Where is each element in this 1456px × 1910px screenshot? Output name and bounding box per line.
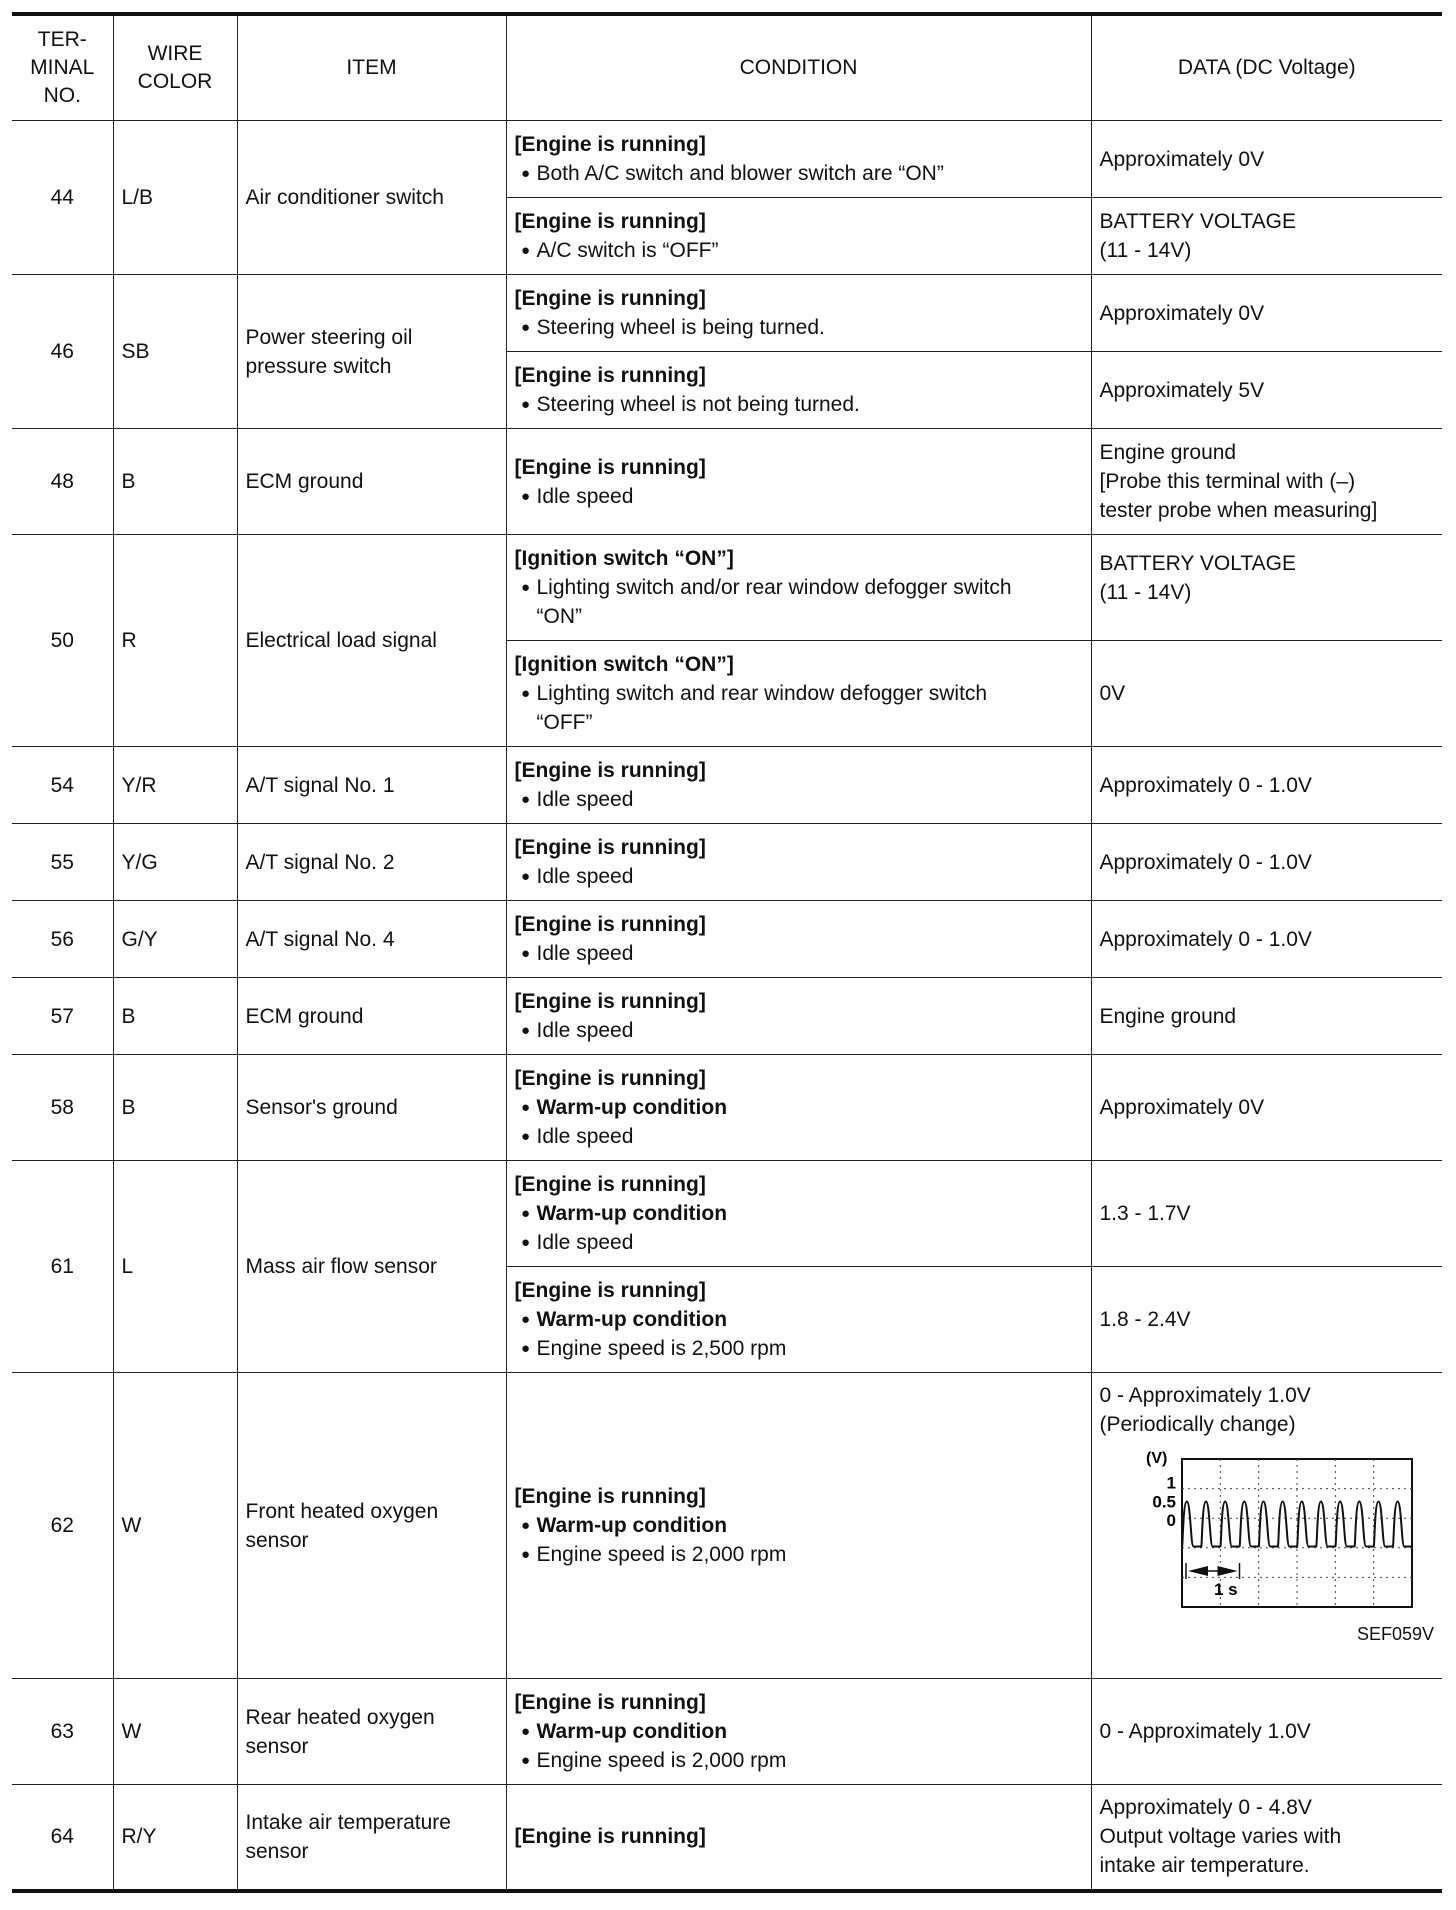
wire-color: L: [113, 1161, 237, 1373]
table-row: [12, 429, 1442, 535]
condition-cell: [506, 978, 1091, 1055]
bullet-icon: ●: [520, 1546, 531, 1563]
data-value: 1.3 - 1.7V: [1091, 1161, 1442, 1267]
condition-bullet: ● Lighting switch and rear window defogger switch “OFF”: [515, 679, 1083, 737]
item-name: Sensor's ground: [237, 1055, 506, 1161]
item-name: Power steering oil pressure switch: [237, 275, 506, 429]
terminal-number: 58: [12, 1055, 113, 1161]
condition-bullet: ● Engine speed is 2,000 rpm: [515, 1746, 1083, 1775]
wire-color: B: [113, 978, 237, 1055]
condition-bullet: ● Idle speed: [515, 862, 1083, 891]
data-value: BATTERY VOLTAGE (11 - 14V): [1091, 535, 1442, 641]
condition-cell: [506, 1161, 1091, 1267]
wire-color: B: [113, 1055, 237, 1161]
waveform-chart: [1124, 1443, 1424, 1619]
terminal-number: 63: [12, 1679, 113, 1785]
bullet-icon: ●: [520, 165, 531, 182]
condition-bullet: ● Steering wheel is not being turned.: [515, 390, 1083, 419]
bullet-icon: ●: [520, 1128, 531, 1145]
bullet-icon: ●: [520, 487, 531, 505]
data-value: Approximately 0V: [1091, 275, 1442, 352]
terminal-data-table: [12, 12, 1442, 1893]
condition-bullet: ● Engine speed is 2,500 rpm: [515, 1334, 1083, 1363]
bullet-icon: ●: [520, 1205, 531, 1222]
figure-code: SEF059V: [1356, 1624, 1434, 1644]
header-item: ITEM: [237, 14, 506, 121]
condition-bullet: ● Steering wheel is being turned.: [515, 313, 1083, 342]
oscilloscope-graph: [1100, 1443, 1435, 1649]
condition-cell: [506, 1267, 1091, 1373]
table-row: [12, 1161, 1442, 1267]
condition-bullet: ● Warm-up condition: [515, 1511, 1083, 1540]
table-row: [12, 1055, 1442, 1161]
header-terminal-no: TER- MINAL NO.: [12, 14, 113, 121]
wire-color: G/Y: [113, 901, 237, 978]
table-row: [12, 1679, 1442, 1785]
bullet-icon: ●: [520, 319, 531, 336]
condition-bullet: ● Warm-up condition: [515, 1093, 1083, 1122]
condition-bullet: ● Idle speed: [515, 939, 1083, 968]
terminal-number: 61: [12, 1161, 113, 1373]
condition-cell: [506, 901, 1091, 978]
data-value: 0V: [1091, 641, 1442, 747]
table-row: [12, 121, 1442, 198]
bullet-icon: ●: [520, 396, 531, 413]
wire-color: R: [113, 535, 237, 747]
header-condition: CONDITION: [506, 14, 1091, 121]
bullet-icon: ●: [520, 1752, 531, 1769]
bullet-icon: ●: [520, 1099, 531, 1116]
table-row: [12, 901, 1442, 978]
condition-bullet: ● Idle speed: [515, 482, 1083, 511]
data-value: BATTERY VOLTAGE (11 - 14V): [1091, 198, 1442, 275]
period-arrow-left: [1188, 1566, 1208, 1576]
data-value: Approximately 5V: [1091, 352, 1442, 429]
wire-color: Y/G: [113, 824, 237, 901]
condition-heading: [Engine is running]: [514, 1173, 706, 1196]
condition-heading: [Engine is running]: [514, 990, 706, 1013]
terminal-number: 44: [12, 121, 113, 275]
condition-heading: [Engine is running]: [514, 364, 706, 387]
bullet-icon: ●: [520, 1311, 531, 1328]
condition-cell: [506, 1373, 1091, 1679]
data-value: Engine ground: [1091, 978, 1442, 1055]
terminal-number: 62: [12, 1373, 113, 1679]
item-name: Front heated oxygen sensor: [237, 1373, 506, 1679]
item-name: A/T signal No. 1: [237, 747, 506, 824]
item-name: Air conditioner switch: [237, 121, 506, 275]
condition-heading: [Engine is running]: [514, 210, 706, 233]
condition-cell: [506, 1785, 1091, 1891]
condition-heading: [Ignition switch “ON”]: [514, 547, 734, 570]
data-value: Approximately 0 - 1.0V: [1091, 747, 1442, 824]
table-row: [12, 824, 1442, 901]
table-row: [12, 535, 1442, 641]
item-name: A/T signal No. 4: [237, 901, 506, 978]
condition-heading: [Engine is running]: [514, 133, 706, 156]
condition-bullet: ● Warm-up condition: [515, 1305, 1083, 1334]
condition-bullet: ● Lighting switch and/or rear window defogger switch “ON”: [515, 573, 1083, 631]
bullet-icon: ●: [520, 791, 531, 808]
wire-color: SB: [113, 275, 237, 429]
condition-bullet: ● A/C switch is “OFF”: [515, 236, 1083, 265]
wire-color: Y/R: [113, 747, 237, 824]
bullet-icon: ●: [520, 242, 531, 259]
condition-cell: [506, 429, 1091, 535]
condition-cell: [506, 641, 1091, 747]
item-name: Rear heated oxygen sensor: [237, 1679, 506, 1785]
condition-cell: [506, 1055, 1091, 1161]
period-arrow-right: [1217, 1566, 1237, 1576]
item-name: ECM ground: [237, 978, 506, 1055]
condition-heading: [Engine is running]: [514, 759, 706, 782]
condition-bullet: ● Warm-up condition: [515, 1717, 1083, 1746]
condition-cell: [506, 1679, 1091, 1785]
header-wire-color: WIRE COLOR: [113, 14, 237, 121]
condition-heading: [Engine is running]: [514, 836, 706, 859]
wire-color: B: [113, 429, 237, 535]
table-row: [12, 747, 1442, 824]
bullet-icon: ●: [520, 945, 531, 962]
data-value: Approximately 0 - 1.0V: [1091, 901, 1442, 978]
condition-bullet: ● Engine speed is 2,000 rpm: [515, 1540, 1083, 1569]
bullet-icon: ●: [520, 868, 531, 885]
table-row: [12, 1785, 1442, 1891]
data-value: Approximately 0 - 1.0V: [1091, 824, 1442, 901]
period-label: 1 s: [1213, 1580, 1238, 1599]
condition-cell: [506, 121, 1091, 198]
condition-bullet: ● Warm-up condition: [515, 1199, 1083, 1228]
y-tick-label: 0.5: [1151, 1492, 1176, 1512]
item-name: ECM ground: [237, 429, 506, 535]
terminal-number: 46: [12, 275, 113, 429]
bullet-icon: ●: [520, 1234, 531, 1251]
item-name: Mass air flow sensor: [237, 1161, 506, 1373]
data-value: Engine ground [Probe this terminal with (–) tester probe when measuring]: [1091, 429, 1442, 535]
condition-bullet: ● Idle speed: [515, 785, 1083, 814]
wire-color: W: [113, 1679, 237, 1785]
y-tick-label: 1: [1166, 1473, 1176, 1493]
condition-heading: [Engine is running]: [514, 913, 706, 936]
condition-bullet: ● Idle speed: [515, 1122, 1083, 1151]
terminal-number: 48: [12, 429, 113, 535]
condition-cell: [506, 824, 1091, 901]
bullet-icon: ●: [520, 1022, 531, 1039]
item-name: A/T signal No. 2: [237, 824, 506, 901]
terminal-number: 64: [12, 1785, 113, 1891]
condition-cell: [506, 275, 1091, 352]
condition-heading: [Engine is running]: [514, 455, 706, 479]
data-value: 0 - Approximately 1.0V (Periodically change) (V) 1 0.5 0 1 s SEF059V: [1091, 1373, 1442, 1679]
bullet-icon: ●: [520, 1517, 531, 1534]
condition-bullet: ● Idle speed: [515, 1016, 1083, 1045]
item-name: Electrical load signal: [237, 535, 506, 747]
data-value: Approximately 0 - 4.8V Output voltage varies with intake air temperature.: [1091, 1785, 1442, 1891]
terminal-number: 54: [12, 747, 113, 824]
bullet-icon: ●: [520, 579, 531, 596]
condition-heading: [Engine is running]: [514, 1067, 706, 1090]
y-tick-label: 0: [1166, 1511, 1176, 1531]
condition-heading: [Engine is running]: [514, 287, 706, 310]
terminal-number: 50: [12, 535, 113, 747]
condition-cell: [506, 198, 1091, 275]
condition-heading: [Engine is running]: [514, 1691, 706, 1714]
bullet-icon: ●: [520, 685, 531, 702]
condition-heading: [Engine is running]: [514, 1825, 706, 1849]
data-value: Approximately 0V: [1091, 121, 1442, 198]
condition-bullet: ● Idle speed: [515, 1228, 1083, 1257]
condition-cell: [506, 747, 1091, 824]
table-row: [12, 978, 1442, 1055]
table-row: [12, 275, 1442, 352]
data-value: Approximately 0V: [1091, 1055, 1442, 1161]
bullet-icon: ●: [520, 1723, 531, 1740]
condition-bullet: ● Both A/C switch and blower switch are “ON”: [515, 159, 1083, 188]
wire-color: R/Y: [113, 1785, 237, 1891]
y-axis-label: (V): [1145, 1450, 1167, 1467]
condition-heading: [Ignition switch “ON”]: [514, 653, 734, 676]
condition-cell: [506, 535, 1091, 641]
wire-color: W: [113, 1373, 237, 1679]
terminal-number: 56: [12, 901, 113, 978]
header-row: [12, 14, 1442, 121]
table-row: [12, 1373, 1442, 1679]
data-value: 0 - Approximately 1.0V: [1091, 1679, 1442, 1785]
terminal-number: 57: [12, 978, 113, 1055]
item-name: Intake air temperature sensor: [237, 1785, 506, 1891]
condition-heading: [Engine is running]: [514, 1279, 706, 1302]
condition-cell: [506, 352, 1091, 429]
bullet-icon: ●: [520, 1340, 531, 1357]
header-data: DATA (DC Voltage): [1091, 14, 1442, 121]
condition-heading: [Engine is running]: [514, 1485, 706, 1508]
data-value: 1.8 - 2.4V: [1091, 1267, 1442, 1373]
wire-color: L/B: [113, 121, 237, 275]
terminal-number: 55: [12, 824, 113, 901]
